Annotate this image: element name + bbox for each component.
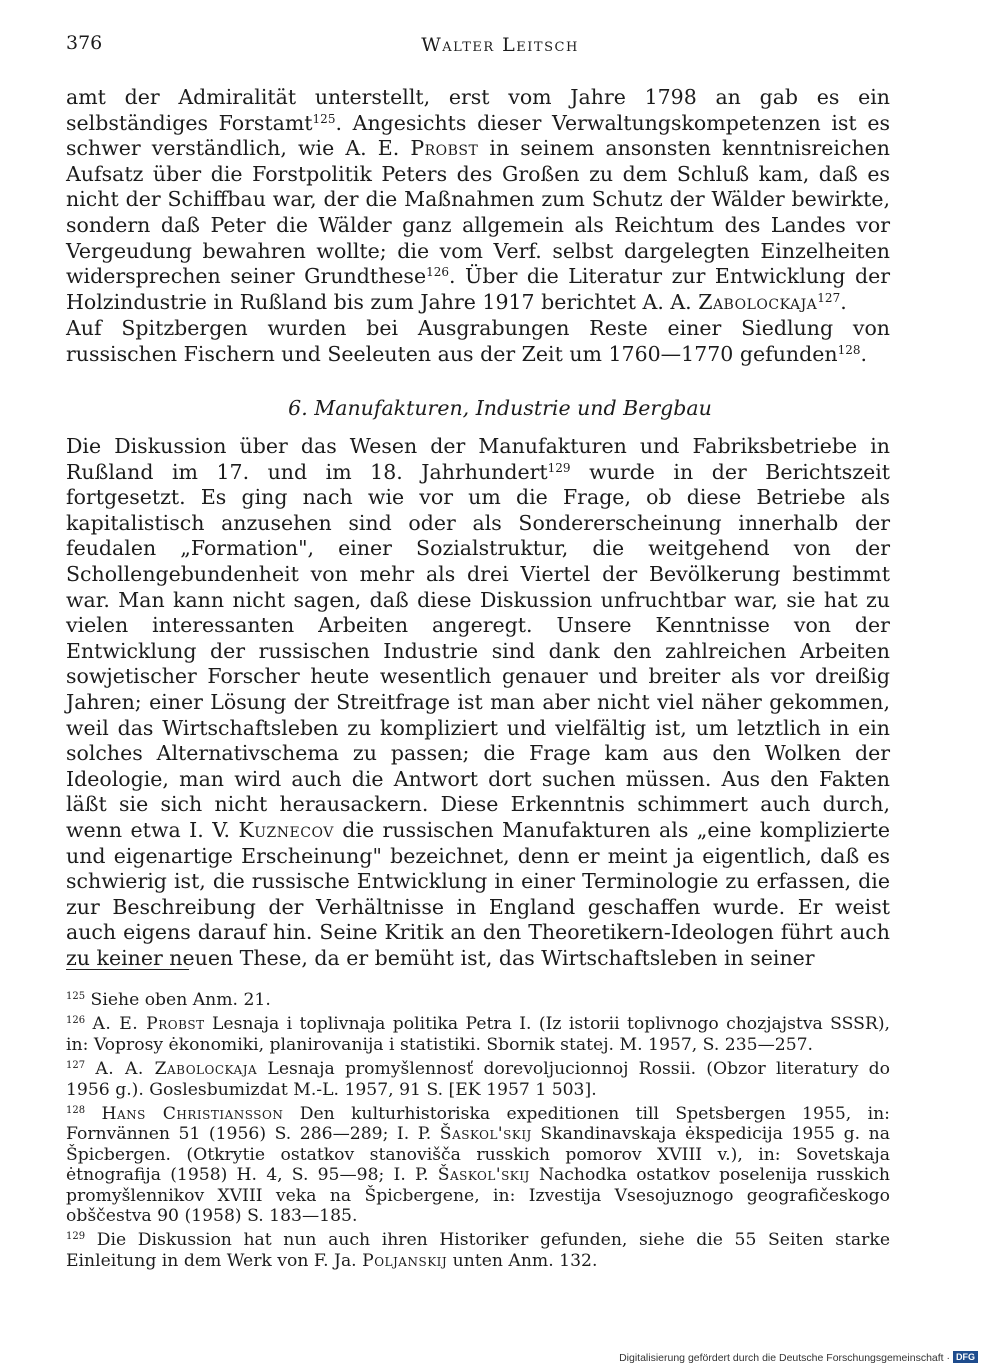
text-run: . Über die Literatur zur Entwicklung der Holzindustrie in Rußland bis zum Jahre 1917 berichtet A. A. [66, 264, 890, 314]
footnote-ref: 127 [817, 290, 841, 305]
running-head: Walter Leitsch [421, 34, 579, 56]
author-name: Poljanskij [362, 1250, 448, 1271]
footnote-ref: 125 [312, 111, 336, 126]
author-name: Kuznecov [238, 817, 334, 842]
footnote-text: unten Anm. 132. [447, 1250, 598, 1271]
author-name: Šaskol'skij [437, 1165, 530, 1186]
footnote-separator [66, 969, 189, 970]
text-run: . [860, 341, 868, 366]
dfg-logo: DFG [953, 1351, 978, 1363]
section-heading: 6. Manufakturen, Industrie und Bergbau [288, 396, 712, 420]
footnote-125 [66, 990, 890, 1010]
text-run: in seinem ansonsten kenntnisreichen Aufsatz über die Forstpolitik Peters des Großen zu dem Schluß kam, daß es nicht der Schiffbau war, der die Maßnahmen zum Schutz der Wälder bewirkte, sondern daß Peter die Wälder ganz allgemein als Reichtum des Landes vor Vergeudung bewahren wollte; die vom Verf. selbst dargelegten Einzelheiten widersprechen seiner Grundthese [66, 136, 891, 289]
footnote-ref: 126 [426, 265, 449, 280]
footnote-text: Siehe oben Anm. 21. [85, 990, 271, 1010]
author-name: A. E. Probst [92, 1014, 205, 1035]
text-run: amt der Admiralität unterstellt, erst vom Jahre 1798 an gab es ein selbständiges Forstamt [66, 85, 890, 135]
footnote-number: 126 [66, 1015, 86, 1027]
credit-text: Digitalisierung gefördert durch die Deutsche Forschungsgemeinschaft · [619, 1352, 950, 1364]
footnotes [66, 990, 890, 1275]
text-run: die russischen Manufakturen als „eine komplizierte und eigenartige Erscheinung" bezeichnet, denn er meint ja eigentlich, daß es schwierig ist, die russische Entwicklung in einer Terminologie zu erfassen, die zur Beschreibung der Verhältnisse in England geschaffen wurde. Er weist auch eigens darauf hin. Seine Kritik an den Theoretikern-Ideologen führt auch zu keiner neuen These, da er bemüht ist, das Wirtschaftsleben in seiner [66, 817, 891, 970]
footnote-ref: 128 [837, 342, 861, 357]
author-name: Hans Christiansson [101, 1104, 284, 1125]
footnote-text: Den kulturhistoriska expeditionen till Spetsbergen 1955, in: Fornvännen 51 (1956) S. 286—289; I. P. [66, 1104, 890, 1145]
body-paragraph [66, 85, 890, 315]
text-run: wurde in der Berichtszeit fortgesetzt. Es ging nach wie vor um die Frage, ob diese Betriebe als kapitalistisch anzusehen sind oder als Sondererscheinung innerhalb der feudalen „Formation", einer Sozialstruktur, die weitgehend von der Schollengebundenheit von mehr als drei Viertel der Bevölkerung bestimmt war. Man kann nicht sagen, daß diese Diskussion unfruchtbar war, sie hat zu vielen interessanten Arbeiten angeregt. Unsere Kenntnisse von der Entwicklung der russischen Industrie sind dank den zahlreichen Arbeiten sowjetischer Forscher heute wesentlich genauer und breiter als vor dreißig Jahren; einer Lösung der Streitfrage ist man aber nicht viel näher gekommen, weil das Wirtschaftsleben zu kompliziert und vielfältig ist, um letztlich in ein solches Alternativschema zu passen; die Frage kam aus den Wolken der Ideologie, man wird auch die Antwort dort suchen müssen. Aus den Fakten läßt sie sich nicht herausackern. Diese Erkenntnis schimmert auch durch, wenn etwa I. V. [66, 459, 890, 842]
page-number: 376 [66, 32, 103, 54]
body-paragraph [66, 434, 890, 971]
digitization-credit [619, 1351, 978, 1364]
author-name: Probst [410, 136, 479, 161]
footnote-number: 128 [66, 1105, 86, 1117]
footnote-number: 129 [66, 1231, 86, 1243]
footnote-text: Nachodka ostatkov poselenija russkich promyšlennikov XVIII veka na Špicbergene, in: Izvestija Vsesojuznogo geografičeskogo obščestva 90 (1958) S. 183—185. [66, 1165, 890, 1227]
footnote-text: Die Diskussion hat nun auch ihren Historiker gefunden, siehe die 55 Seiten starke Einleitung in dem Werk von F. Ja. [66, 1230, 890, 1271]
footnote-127 [66, 1059, 890, 1100]
footnote-text: Skandinavskaja ėkspedicija 1955 g. na Špicbergen. (Otkrytie ostatkov stanovišča russkich pomorov XVIII v.), in: Sovetskaja ėtnografija (1958) H. 4, S. 95—98; I. P. [66, 1124, 890, 1186]
footnote-text: Lesnaja promyšlennosť dorevoljucionnoj Rossii. (Obzor literatury do 1956 g.). Goslesbumizdat M.-L. 1957, 91 S. [EK 1957 1 503]. [66, 1059, 890, 1100]
footnote-text: Lesnaja i toplivnaja politika Petra I. (Iz istorii toplivnogo chozjajstva SSSR), in: Voprosy ėkonomiki, planirovanija i statistiki. Sbornik statej. M. 1957, S. 235—257. [66, 1014, 890, 1055]
text-run: . [840, 289, 847, 314]
footnote-128 [66, 1104, 890, 1226]
body-paragraph [66, 316, 890, 367]
footnote-126 [66, 1014, 890, 1055]
text-run: Auf Spitzbergen wurden bei Ausgrabungen Reste einer Siedlung von russischen Fischern und Seeleuten aus der Zeit um 1760—1770 gefunden [66, 316, 890, 366]
text-run: Die Diskussion über das Wesen der Manufakturen und Fabriksbetriebe in Rußland im 17. und im 18. Jahrhundert [66, 434, 890, 484]
footnote-number: 127 [66, 1060, 86, 1072]
footnote-129 [66, 1230, 890, 1271]
author-name: Šaskol'skij [439, 1124, 532, 1145]
footnote-ref: 129 [547, 460, 571, 475]
author-name: A. A. Zabolockaja [95, 1059, 258, 1080]
footnote-number: 125 [66, 991, 86, 1002]
text-run: . Angesichts dieser Verwaltungskompetenzen ist es schwer verständlich, wie A. E. [66, 110, 890, 161]
author-name: Zabolockaja [698, 289, 818, 314]
